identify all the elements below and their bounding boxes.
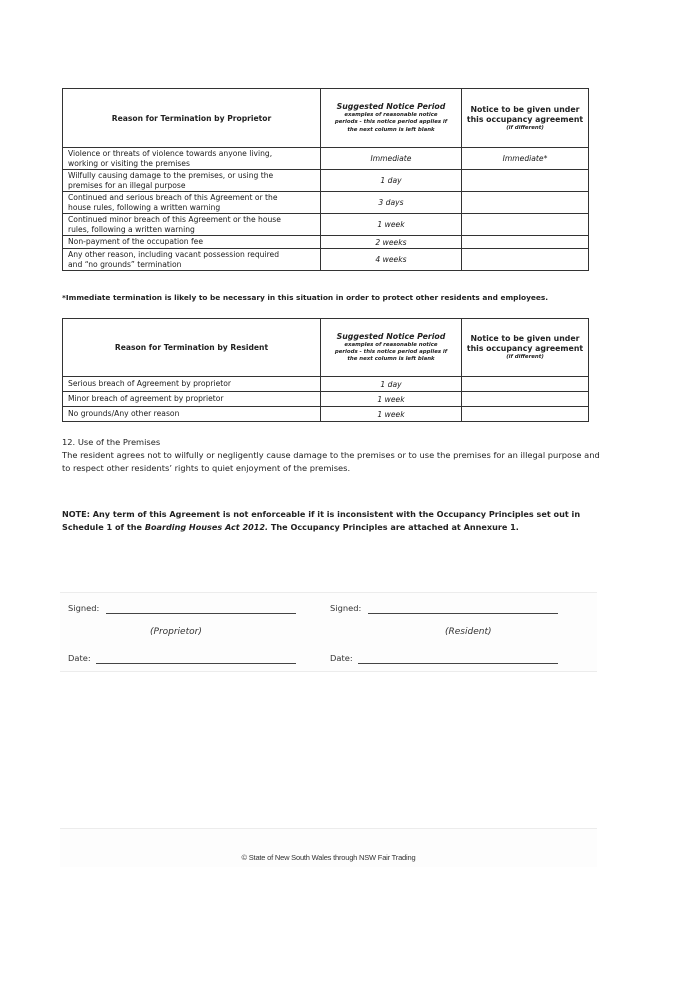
signature-block: [60, 592, 597, 672]
header-suggested-period: Suggested Notice Period examples of reasonable notice periods - this notice period applies if the next column is left blank: [321, 89, 462, 148]
period-cell: 1 day: [321, 377, 462, 392]
table-row: [63, 392, 589, 407]
notice-given-cell: [462, 214, 589, 236]
notice-given-cell: [462, 392, 589, 407]
table-row: [63, 249, 589, 271]
section-title: 12. Use of the Premises: [62, 437, 161, 447]
table-row: [63, 214, 589, 236]
note-text-end: The Occupancy Principles are attached at Annexure 1.: [268, 522, 519, 532]
reason-cell: Minor breach of agreement by proprietor: [63, 392, 321, 407]
reason-cell: Violence or threats of violence towards anyone living, working or visiting the premises: [63, 148, 321, 170]
note-text: NOTE: Any term of this Agreement is not enforceable if it is inconsistent with the Occupancy Principles set out in Schedule 1 of the: [62, 509, 581, 532]
resident-date-label: Date:: [330, 653, 353, 663]
resident-role-label: (Resident): [445, 627, 492, 637]
period-cell: Immediate: [321, 148, 462, 170]
copyright-footer: © State of New South Wales through NSW Fair Trading: [241, 853, 416, 862]
reason-cell: Serious breach of Agreement by proprietor: [63, 377, 321, 392]
header-notice-given: Notice to be given under this occupancy agreement (if different): [462, 319, 589, 377]
table-row: [63, 377, 589, 392]
period-cell: 3 days: [321, 192, 462, 214]
reason-cell: Continued and serious breach of this Agreement or the house rules, following a written warning: [63, 192, 321, 214]
resident-termination-table: [62, 318, 589, 422]
proprietor-date-line[interactable]: [96, 663, 296, 664]
proprietor-termination-table: [62, 88, 589, 271]
reason-cell: Wilfully causing damage to the premises, or using the premises for an illegal purpose: [63, 170, 321, 192]
section-body: The resident agrees not to wilfully or negligently cause damage to the premises or to use the premises for an illegal purpose and to respect other residents’ rights to quiet enjoyment of the premises.: [62, 450, 600, 473]
table-row: [63, 407, 589, 422]
reason-cell: No grounds/Any other reason: [63, 407, 321, 422]
notice-given-cell: [462, 249, 589, 271]
table-row: [63, 148, 589, 170]
header-suggested-period: Suggested Notice Period examples of reasonable notice periods - this notice period applies if the next column is left blank: [321, 319, 462, 377]
period-cell: 2 weeks: [321, 236, 462, 249]
table-row: [63, 192, 589, 214]
header-notice-given: Notice to be given under this occupancy agreement (if different): [462, 89, 589, 148]
table-row: [63, 170, 589, 192]
period-cell: 4 weeks: [321, 249, 462, 271]
notice-given-cell: Immediate*: [462, 148, 589, 170]
proprietor-signature-line[interactable]: [106, 613, 296, 614]
reason-cell: Any other reason, including vacant possession required and “no grounds” termination: [63, 249, 321, 271]
header-reason: Reason for Termination by Proprietor: [63, 89, 321, 148]
period-cell: 1 week: [321, 392, 462, 407]
period-cell: 1 week: [321, 407, 462, 422]
table-header-row: [63, 89, 589, 148]
table-row: [63, 236, 589, 249]
notice-given-cell: [462, 192, 589, 214]
notice-given-cell: [462, 407, 589, 422]
header-reason: Reason for Termination by Resident: [63, 319, 321, 377]
resident-signature-line[interactable]: [368, 613, 558, 614]
resident-signed-label: Signed:: [330, 603, 362, 613]
reason-cell: Continued minor breach of this Agreement or the house rules, following a written warning: [63, 214, 321, 236]
notice-given-cell: [462, 170, 589, 192]
proprietor-signed-label: Signed:: [68, 603, 100, 613]
proprietor-date-label: Date:: [68, 653, 91, 663]
notice-given-cell: [462, 377, 589, 392]
enforceability-note: [62, 508, 602, 534]
resident-date-line[interactable]: [358, 663, 558, 664]
period-cell: 1 day: [321, 170, 462, 192]
immediate-termination-footnote: *Immediate termination is likely to be necessary in this situation in order to protect other residents and employees.: [62, 293, 549, 302]
reason-cell: Non-payment of the occupation fee: [63, 236, 321, 249]
notice-given-cell: [462, 236, 589, 249]
proprietor-role-label: (Proprietor): [150, 627, 202, 637]
section-use-of-premises: [62, 436, 602, 475]
act-name: Boarding Houses Act 2012.: [144, 522, 269, 532]
period-cell: 1 week: [321, 214, 462, 236]
table-header-row: [63, 319, 589, 377]
